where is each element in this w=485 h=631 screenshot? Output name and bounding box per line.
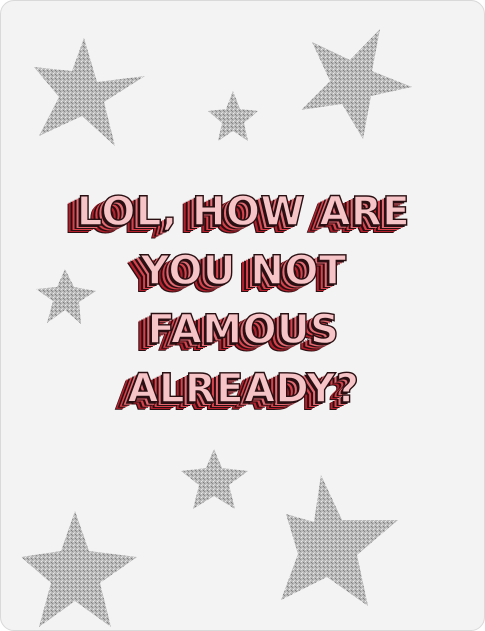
- headline-line-4: ALREADY?: [127, 366, 360, 412]
- headline-line-2: YOU NOT: [140, 248, 347, 294]
- headline: [1, 183, 485, 419]
- star-icon: [281, 475, 398, 606]
- headline-line-3: FAMOUS: [147, 307, 340, 353]
- headline-line-1: LOL, HOW ARE: [76, 189, 411, 235]
- star-icon: [301, 29, 412, 139]
- star-icon: [34, 38, 145, 146]
- star-icon: [21, 511, 137, 627]
- star-icon: [181, 449, 248, 509]
- star-icon: [208, 91, 258, 141]
